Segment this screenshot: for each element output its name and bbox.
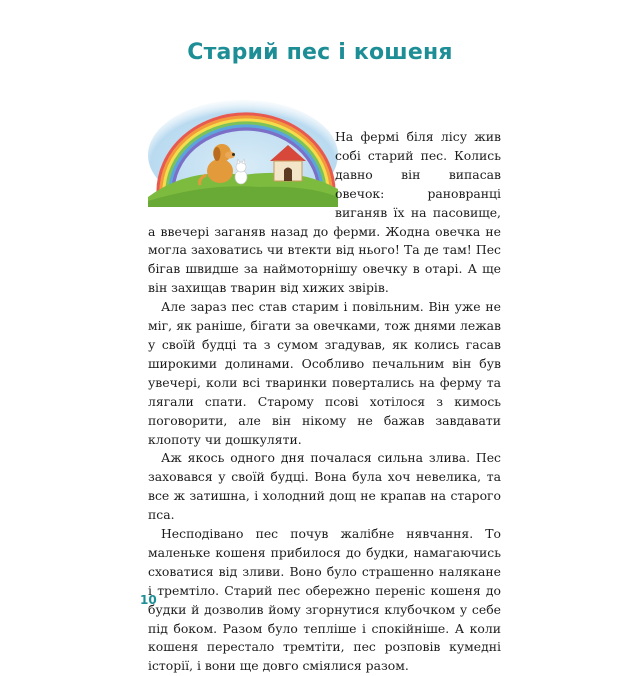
story-text bbox=[148, 128, 501, 676]
page-title: Старий пес і кошеня bbox=[187, 40, 453, 65]
story-paragraph: Але зараз пес став старим і повільним. Він уже не міг, як раніше, бігати за овечками, тож днями лежав у своїй будці та з сумом згадував, як колись гасав широкими долинами. Особливо печальним він був увечері, коли всі тваринки повертались на ферму та лягали спати. Старому псові хотілося з кимось поговорити, але він нікому не бажав завдавати клопоту чи дошкуляти. bbox=[148, 299, 501, 447]
illustration-wrap-space bbox=[148, 128, 335, 222]
story-paragraph: Аж якось одного дня почалася сильна злива. Пес заховався у своїй будці. Вона була хоч невелика, та все ж затишна, і холодний дощ не крапав на старого пса. bbox=[148, 450, 501, 523]
story-paragraph: Несподівано пес почув жалібне нявчання. То маленьке кошеня прибилося до будки, намагаючись сховатися від зливи. Воно було страшенно налякане і тремтіло. Старий пес обережно переніс кошеня до будки й дозволив йому згорнутися клубочком у себе під боком. Разом було тепліше і спокійніше. А коли кошеня перестало тремтіти, пес розповів кумедні історії, і вони ще довго сміялися разом. bbox=[148, 526, 501, 674]
page-number: 10 bbox=[140, 593, 157, 607]
story-paragraph: На фермі біля лісу жив собі старий пес. Колись давно він випасав овечок: рановранці виганяв їх на пасовище, а ввечері заганяв назад до ферми. Жодна овечка не могла заховатись чи втекти від нього! Та де там! Пес бігав швидше за наймоторнішу овечку в отарі. А ще він захищав тварин від хижих звірів. bbox=[148, 129, 501, 296]
